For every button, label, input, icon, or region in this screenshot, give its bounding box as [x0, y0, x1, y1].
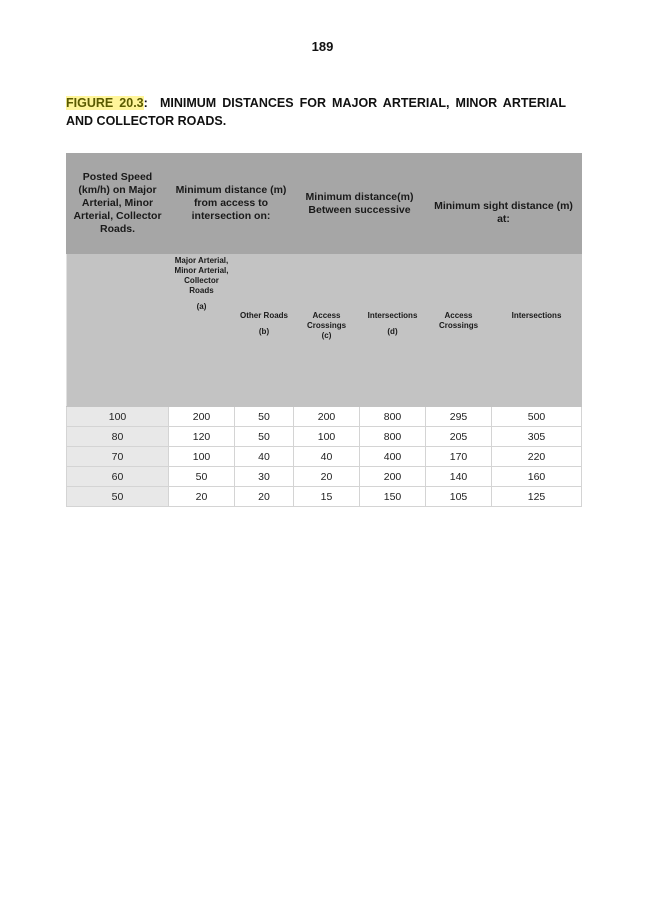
table-cell: 160 — [492, 467, 582, 487]
table-cell: 30 — [235, 467, 294, 487]
table-cell: 295 — [426, 407, 492, 427]
table-cell: 200 — [294, 407, 360, 427]
table-cell: 50 — [169, 467, 235, 487]
subheader-access-crossings — [294, 254, 360, 407]
table-cell: 125 — [492, 487, 582, 507]
caption-text: MINIMUM DISTANCES FOR MAJOR ARTERIAL, MINOR ARTERIAL AND COLLECTOR ROADS. — [66, 96, 566, 128]
subheader-empty — [67, 254, 169, 407]
table-cell: 200 — [169, 407, 235, 427]
speed-cell: 50 — [67, 487, 169, 507]
figure-caption — [66, 94, 566, 130]
speed-cell: 70 — [67, 447, 169, 467]
speed-cell: 80 — [67, 427, 169, 447]
table-row — [67, 427, 582, 447]
table-cell: 140 — [426, 467, 492, 487]
table-cell: 305 — [492, 427, 582, 447]
table-cell: 15 — [294, 487, 360, 507]
table-cell: 40 — [235, 447, 294, 467]
subheader-label: Other Roads — [239, 311, 288, 320]
table-row — [67, 447, 582, 467]
table-cell: 150 — [360, 487, 426, 507]
table-cell: 205 — [426, 427, 492, 447]
header-posted-speed: Posted Speed (km/h) on Major Arterial, Minor Arterial, Collector Roads. — [67, 154, 169, 254]
subheader-label: Major Arterial, Minor Arterial, Collector Roads — [174, 256, 229, 295]
table-cell: 50 — [235, 427, 294, 447]
caption-separator: : — [143, 96, 148, 110]
subheader-tag: (a) — [196, 302, 207, 311]
subheader-label: Intersections — [367, 311, 418, 320]
subheader-sight-intersections: Intersections — [492, 254, 582, 407]
table-cell: 220 — [492, 447, 582, 467]
header-sight-distance: Minimum sight distance (m) at: — [426, 154, 582, 254]
subheader-tag: (d) — [387, 327, 398, 336]
table-cell: 40 — [294, 447, 360, 467]
table-cell: 100 — [169, 447, 235, 467]
subheader-tag: (c) — [321, 331, 332, 340]
table-cell: 105 — [426, 487, 492, 507]
minimum-distances-table — [66, 153, 582, 507]
subheader-sight-access-crossings: Access Crossings — [426, 254, 492, 407]
figure-label: FIGURE 20.3 — [66, 96, 144, 110]
table-cell: 500 — [492, 407, 582, 427]
table-cell: 170 — [426, 447, 492, 467]
header-successive-distance: Minimum distance(m) Between successive — [294, 154, 426, 254]
table-cell: 400 — [360, 447, 426, 467]
table-cell: 800 — [360, 427, 426, 447]
table-cell: 50 — [235, 407, 294, 427]
table-row — [67, 487, 582, 507]
speed-cell: 60 — [67, 467, 169, 487]
table-cell: 20 — [235, 487, 294, 507]
subheader-major-roads — [169, 254, 235, 407]
page-number: 189 — [311, 39, 334, 54]
subheader-other-roads — [235, 254, 294, 407]
table-cell: 120 — [169, 427, 235, 447]
header-access-distance: Minimum distance (m) from access to intersection on: — [169, 154, 294, 254]
subheader-tag: (b) — [258, 327, 270, 336]
table-cell: 20 — [169, 487, 235, 507]
speed-cell: 100 — [67, 407, 169, 427]
table-cell: 800 — [360, 407, 426, 427]
subheader-label: Access Crossings — [306, 311, 347, 330]
table-cell: 200 — [360, 467, 426, 487]
table-cell: 100 — [294, 427, 360, 447]
table-row — [67, 467, 582, 487]
table-row — [67, 407, 582, 427]
subheader-intersections — [360, 254, 426, 407]
table-cell: 20 — [294, 467, 360, 487]
